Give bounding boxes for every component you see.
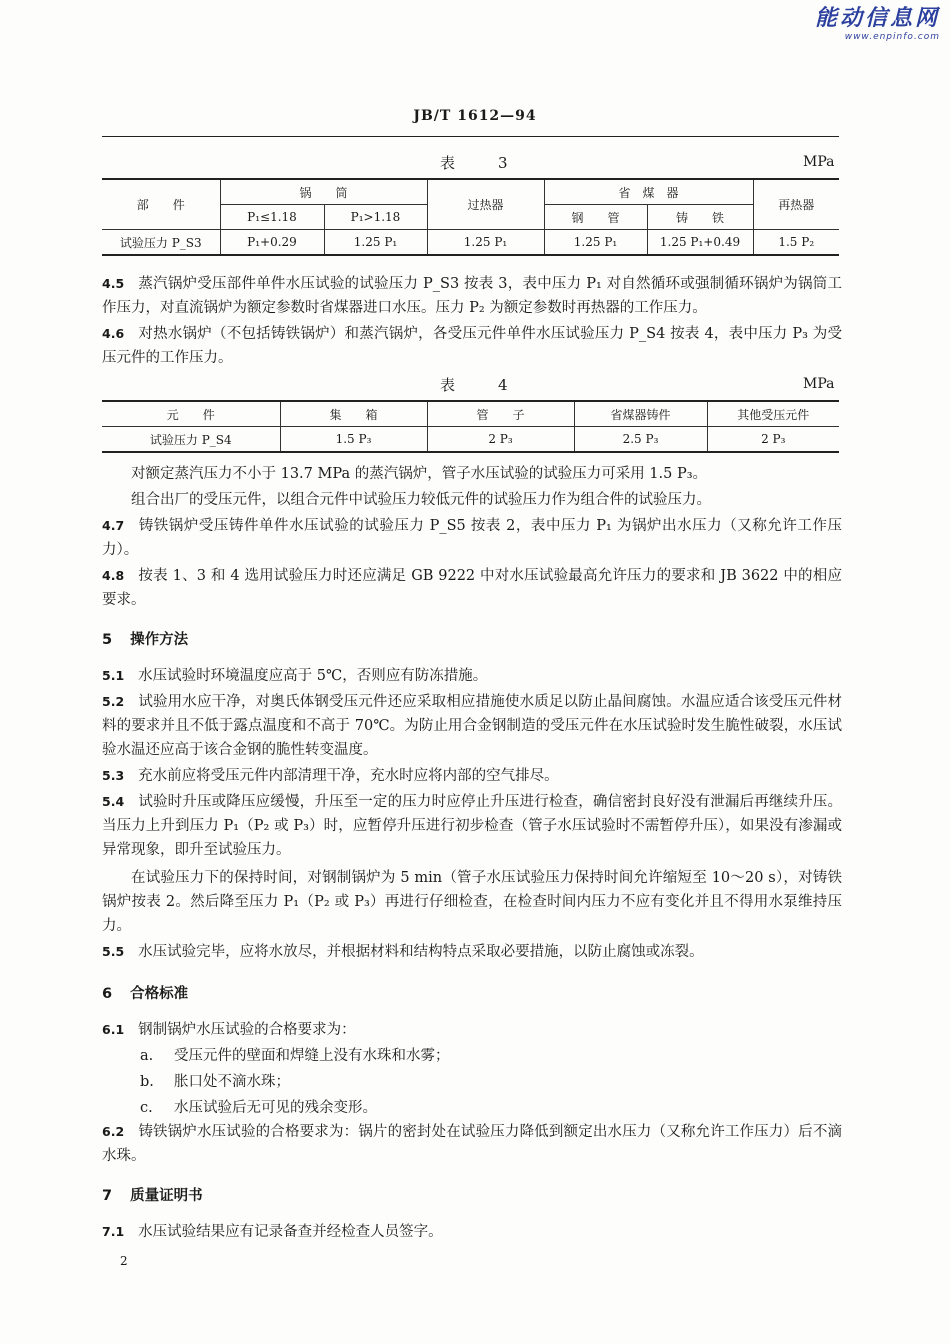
clause-6-1 xyxy=(102,1018,842,1042)
clause-number: 6.2 xyxy=(102,1124,125,1139)
section-5-heading xyxy=(102,628,188,649)
clause-4-8 xyxy=(102,564,842,612)
clause-text: 铸铁锅炉受压铸件单件水压试验的试验压力 P_S5 按表 2，表中压力 P₁ 为锅炉出水压力（又称允许工作压力）。 xyxy=(102,518,842,558)
table3 xyxy=(102,178,839,256)
table3-subheader-steel: 钢 管 xyxy=(544,205,647,230)
clause-7-1 xyxy=(102,1220,842,1244)
table3-subheader-drum-gt: P₁>1.18 xyxy=(324,205,427,230)
clause-number: 4.7 xyxy=(102,518,125,533)
note-tube-pressure: 对额定蒸汽压力不小于 13.7 MPa 的蒸汽锅炉，管子水压试验的试验压力可采用 1.5 P₃。 xyxy=(131,466,708,482)
clause-text: 蒸汽锅炉受压部件单件水压试验的试验压力 P_S3 按表 3，表中压力 P₁ 对自然循环或强制循环锅炉为锅筒工作压力，对直流锅炉为额定参数时省煤器进口水压。压力 P₂ 为额定参数时再热器的工作压力。 xyxy=(102,276,842,316)
table3-cell: 1.5 P₂ xyxy=(753,230,839,256)
table3-subheader-iron: 铸 铁 xyxy=(647,205,753,230)
table3-header-drum: 锅 筒 xyxy=(220,179,427,205)
table4-header-other: 其他受压元件 xyxy=(707,401,839,427)
table4-caption: 表 4 xyxy=(440,376,522,394)
section-6-heading xyxy=(102,982,188,1003)
section-title: 合格标准 xyxy=(130,985,189,1002)
clause-number: 4.6 xyxy=(102,326,125,341)
clause-5-2 xyxy=(102,690,842,762)
clause-6-2 xyxy=(102,1120,842,1168)
clause-text: 水压试验结果应有记录备查并经检查人员签字。 xyxy=(138,1224,443,1240)
table3-unit: MPa xyxy=(803,154,835,170)
clause-4-7 xyxy=(102,514,842,562)
table4-cell: 2 P₃ xyxy=(427,427,574,453)
clause-5-5 xyxy=(102,940,842,964)
list-item xyxy=(140,1044,450,1065)
table3-cell: 1.25 P₁ xyxy=(427,230,544,256)
clause-number: 5.3 xyxy=(102,768,125,783)
watermark-title: 能动信息网 xyxy=(814,6,940,31)
clause-5-4-hold-time: 在试验压力下的保持时间，对钢制锅炉为 5 min（管子水压试验压力保持时间允许缩短至 10～20 s），对铸铁锅炉按表 2。然后降至压力 P₁（P₂ 或 P₃）再进行仔细检查，在检查时间内压力不应有变化并且不得用水泵维持压力。 xyxy=(102,870,842,934)
clause-text: 按表 1、3 和 4 选用试验压力时还应满足 GB 9222 中对水压试验最高允许压力的要求和 JB 3622 中的相应要求。 xyxy=(102,568,842,608)
table4-header-component: 元 件 xyxy=(102,401,280,427)
clause-number: 7.1 xyxy=(102,1224,125,1239)
table3-caption: 表 3 xyxy=(440,154,522,172)
section-number: 5 xyxy=(102,632,113,648)
clause-number: 4.5 xyxy=(102,276,125,291)
list-marker: c. xyxy=(140,1100,153,1116)
table4-cell: 1.5 P₃ xyxy=(280,427,427,453)
clause-number: 5.4 xyxy=(102,794,125,809)
table4-cell: 2 P₃ xyxy=(707,427,839,453)
clause-number: 5.1 xyxy=(102,668,125,683)
table3-cell: 1.25 P₁+0.49 xyxy=(647,230,753,256)
clause-4-6 xyxy=(102,322,842,370)
clause-text: 对热水锅炉（不包括铸铁锅炉）和蒸汽锅炉，各受压元件单件水压试验压力 P_S4 按表 4，表中压力 P₃ 为受压元件的工作压力。 xyxy=(102,326,842,366)
clause-text: 试验用水应干净，对奥氏体钢受压元件还应采取相应措施使水质足以防止晶间腐蚀。水温应适合该受压元件材料的要求并且不低于露点温度和不高于 70℃。为防止用合金钢制造的受压元件在水压试验时发生脆性破裂，水压试验水温还应高于该合金钢的脆性转变温度。 xyxy=(102,694,842,758)
clause-text: 充水前应将受压元件内部清理干净，充水时应将内部的空气排尽。 xyxy=(138,768,559,784)
clause-text: 钢制锅炉水压试验的合格要求为： xyxy=(138,1022,356,1038)
table4-row-label: 试验压力 P_S4 xyxy=(102,427,280,453)
section-title: 操作方法 xyxy=(130,631,189,648)
clause-number: 6.1 xyxy=(102,1022,125,1037)
clause-5-4 xyxy=(102,790,842,862)
table3-cell: 1.25 P₁ xyxy=(544,230,647,256)
table3-cell: 1.25 P₁ xyxy=(324,230,427,256)
table3-header-reheater: 再热器 xyxy=(753,179,839,230)
clause-text: 水压试验时环境温度应高于 5℃，否则应有防冻措施。 xyxy=(138,668,488,684)
table4-unit: MPa xyxy=(803,376,835,392)
table4-header-tube: 管 子 xyxy=(427,401,574,427)
list-marker: a. xyxy=(140,1048,154,1064)
table3-header-superheater: 过热器 xyxy=(427,179,544,230)
list-text: 水压试验后无可见的残余变形。 xyxy=(174,1100,377,1116)
clause-text: 水压试验完毕，应将水放尽，并根据材料和结构特点采取必要措施，以防止腐蚀或冻裂。 xyxy=(138,944,704,960)
list-text: 胀口处不滴水珠； xyxy=(174,1074,290,1090)
section-title: 质量证明书 xyxy=(130,1187,203,1204)
table4-header-economizer-casting: 省煤器铸件 xyxy=(574,401,707,427)
list-item xyxy=(140,1070,290,1091)
page-number: 2 xyxy=(120,1254,128,1268)
standard-number: JB/T 1612—94 xyxy=(413,108,537,124)
table3-header-economizer: 省 煤 器 xyxy=(544,179,753,205)
clause-text: 试验时升压或降压应缓慢，升压至一定的压力时应停止升压进行检查，确信密封良好没有泄漏后再继续升压。当压力上升到压力 P₁（P₂ 或 P₃）时，应暂停升压进行初步检查（管子水压试验时不需暂停升压），如果没有渗漏或异常现象，即升至试验压力。 xyxy=(102,794,842,858)
clause-5-3 xyxy=(102,764,842,788)
note-combined: 组合出厂的受压元件，以组合元件中试验压力较低元件的试验压力作为组合件的试验压力。 xyxy=(131,492,711,508)
table3-cell: P₁+0.29 xyxy=(220,230,324,256)
table4-cell: 2.5 P₃ xyxy=(574,427,707,453)
clause-5-1 xyxy=(102,664,842,688)
clause-number: 4.8 xyxy=(102,568,125,583)
section-number: 7 xyxy=(102,1188,113,1204)
clause-text: 铸铁锅炉水压试验的合格要求为：锅片的密封处在试验压力降低到额定出水压力（又称允许工作压力）后不滴水珠。 xyxy=(102,1124,842,1164)
list-item xyxy=(140,1096,377,1117)
list-marker: b. xyxy=(140,1074,154,1090)
watermark-url: www.enpinfo.com xyxy=(844,32,940,42)
section-7-heading xyxy=(102,1184,203,1205)
clause-4-5 xyxy=(102,272,842,320)
table4 xyxy=(102,400,839,453)
list-text: 受压元件的壁面和焊缝上没有水珠和水雾； xyxy=(174,1048,450,1064)
clause-number: 5.2 xyxy=(102,694,125,709)
header-rule xyxy=(102,136,839,137)
table3-subheader-drum-le: P₁≤1.18 xyxy=(220,205,324,230)
section-number: 6 xyxy=(102,986,113,1002)
table3-row-label: 试验压力 P_S3 xyxy=(102,230,220,256)
table4-header-header: 集 箱 xyxy=(280,401,427,427)
watermark xyxy=(815,6,940,42)
table3-header-part: 部 件 xyxy=(102,179,220,230)
clause-number: 5.5 xyxy=(102,944,125,959)
